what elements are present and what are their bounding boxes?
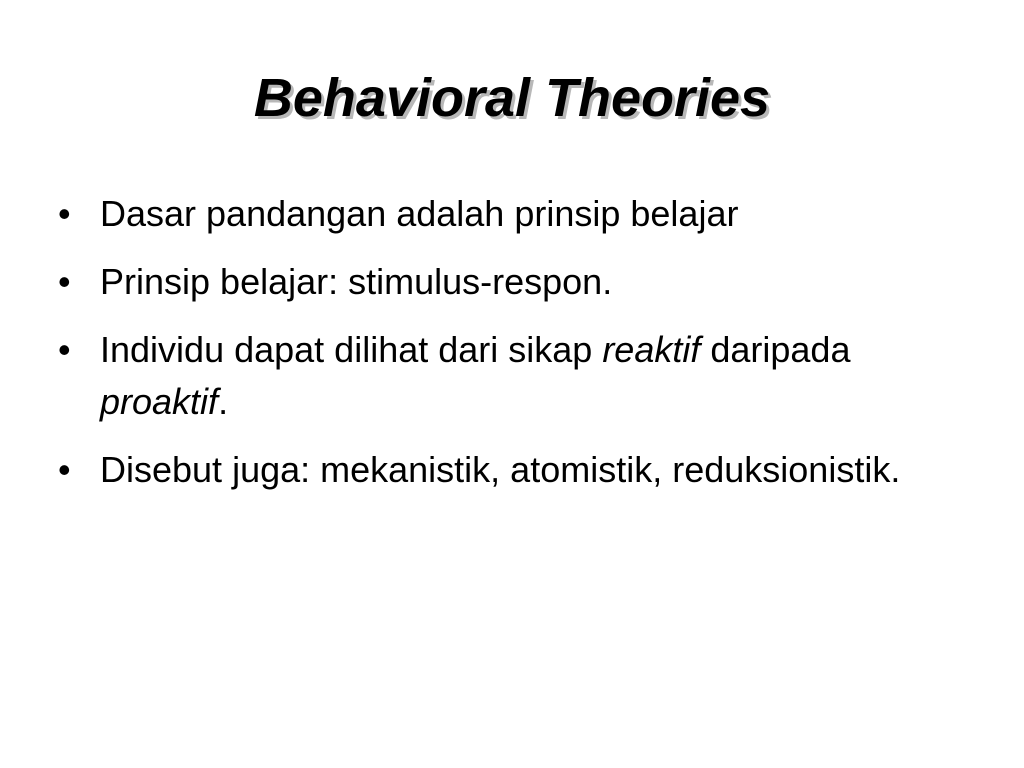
bullet-icon: • [58,261,71,302]
bullet-item [58,256,958,308]
bullet-text: . [218,381,229,422]
bullet-icon: • [58,449,71,490]
bullet-icon: • [58,329,71,370]
bullet-icon: • [58,193,71,234]
bullet-emphasis: proaktif [100,381,219,422]
bullet-item [58,188,958,240]
bullet-text: Prinsip belajar: stimulus-respon. [100,261,613,302]
bullet-text: Dasar pandangan adalah prinsip belajar [100,193,739,234]
bullet-item [58,324,958,428]
bullet-item [58,444,958,496]
bullet-list [58,188,958,512]
bullet-text: Disebut juga: mekanistik, atomistik, reduksionistik. [100,449,901,490]
bullet-text: daripada [700,329,851,370]
bullet-emphasis: reaktif [602,329,701,370]
slide-title: Behavioral Theories [253,68,771,128]
bullet-text: Individu dapat dilihat dari sikap [100,329,603,370]
